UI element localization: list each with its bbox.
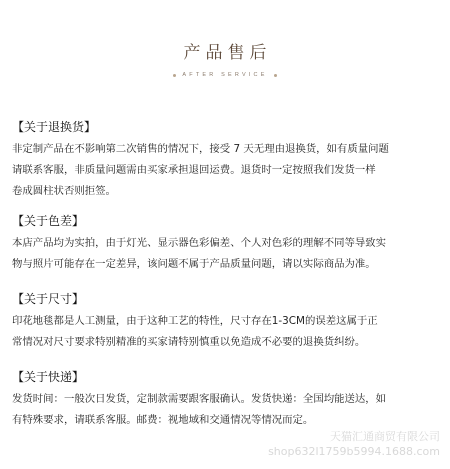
page-subtitle: AFTER SERVICE bbox=[182, 72, 268, 78]
section-title: 【关于快递】 bbox=[12, 370, 85, 384]
section-body bbox=[12, 139, 440, 202]
page-title: 产品售后 bbox=[183, 43, 272, 63]
section-line: 卷成圆柱状否则拒签。 bbox=[12, 185, 116, 197]
section-line: 物与照片可能存在一定差异，该问题不属于产品质量问题，请以实际商品为准。 bbox=[12, 258, 376, 270]
section-line: 发货时间：一般次日发货，定制款需要跟客服确认。发货快递：全国均能送达，如 bbox=[12, 393, 387, 405]
page-header bbox=[0, 38, 450, 78]
left-dot-icon bbox=[173, 74, 176, 77]
section-body bbox=[12, 311, 440, 353]
section-title: 【关于退换货】 bbox=[12, 120, 97, 134]
section-line: 非定制产品在不影响第二次销售的情况下，接受 7 天无理由退换货，如有质量问题 bbox=[12, 143, 389, 155]
watermark bbox=[268, 429, 440, 459]
section-line: 常情况对尺寸要求特别精准的买家请特别慎重以免造成不必要的退换货纠纷。 bbox=[12, 336, 366, 348]
section-color bbox=[12, 213, 440, 275]
section-shipping bbox=[12, 369, 440, 431]
right-dot-icon bbox=[274, 74, 277, 77]
section-returns bbox=[12, 119, 440, 202]
section-line: 有特殊要求，请联系客服。邮费：视地域和交通情况等情况而定。 bbox=[12, 414, 314, 426]
section-title: 【关于尺寸】 bbox=[12, 292, 85, 306]
watermark-url: shop632l1759b5994.1688.com bbox=[268, 445, 440, 458]
subtitle-row bbox=[0, 72, 450, 78]
section-body bbox=[12, 233, 440, 275]
section-line: 本店产品均为实拍，由于灯光、显示器色彩偏差、个人对色彩的理解不同等导致实 bbox=[12, 237, 387, 249]
section-size bbox=[12, 291, 440, 353]
section-line: 请联系客服，非质量问题需由买家承担退回运费。退货时一定按照我们发货一样 bbox=[12, 164, 376, 176]
watermark-company: 天猫汇通商贸有限公司 bbox=[330, 430, 440, 443]
section-body bbox=[12, 389, 440, 431]
section-title: 【关于色差】 bbox=[12, 214, 85, 228]
section-line: 印花地毯都是人工测量，由于这种工艺的特性，尺寸存在1-3CM的误差这属于正 bbox=[12, 315, 378, 327]
